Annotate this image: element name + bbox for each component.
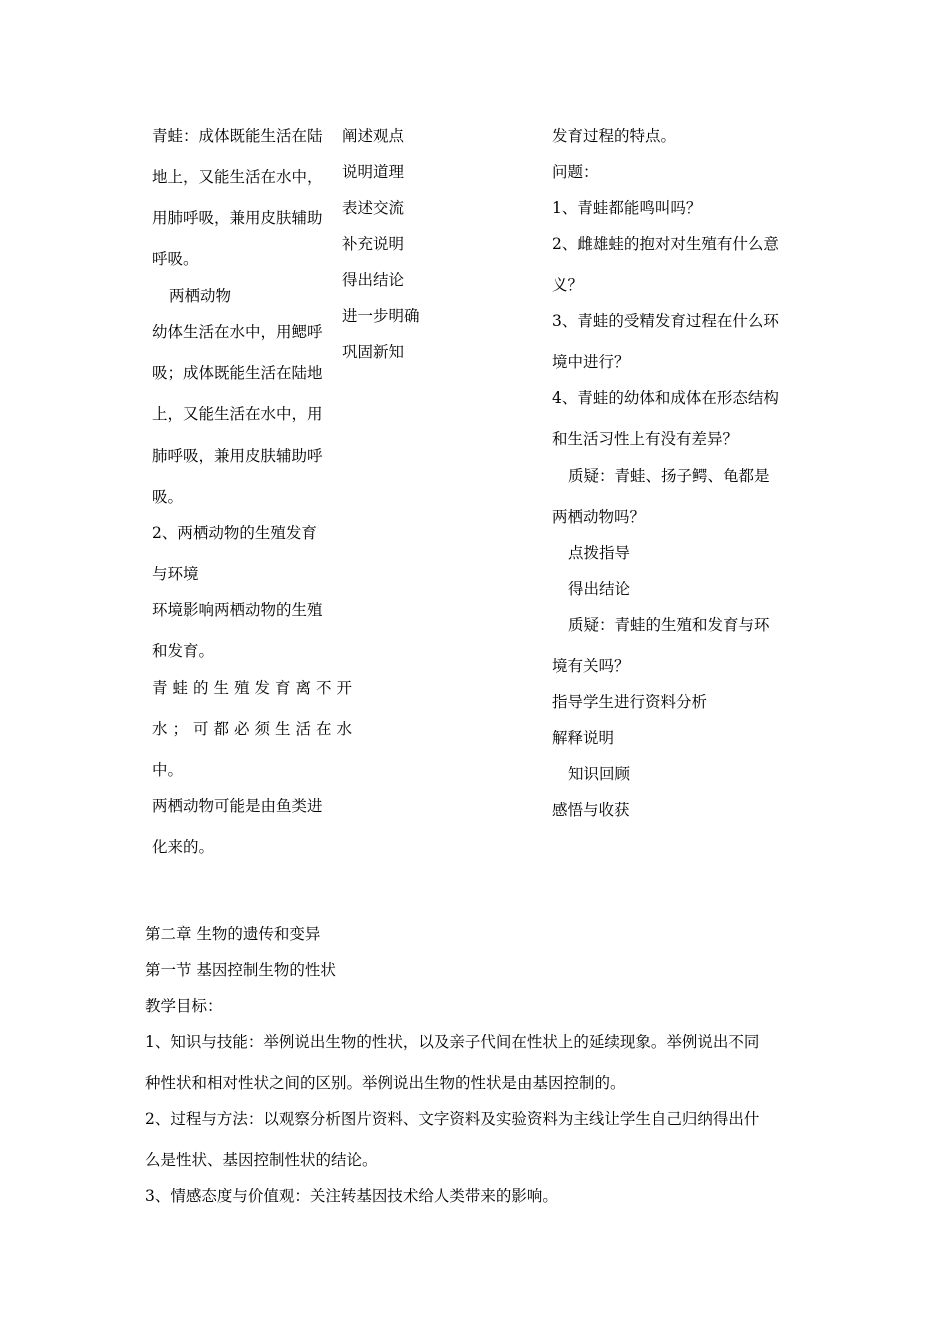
left-line: 两栖动物可能是由鱼类进: [152, 797, 323, 815]
left-line: 与环境: [152, 565, 199, 583]
right-line: 质疑：青蛙的生殖和发育与环: [568, 616, 770, 634]
right-line: 问题：: [552, 163, 599, 181]
left-line: 用肺呼吸，兼用皮肤辅助: [152, 209, 323, 227]
chapter-title: 第二章 生物的遗传和变异: [145, 925, 321, 943]
right-line: 得出结论: [568, 580, 631, 598]
goals-heading: 教学目标：: [145, 997, 223, 1015]
left-line: 水；可都必须生活在水: [152, 720, 358, 738]
activity-line: 巩固新知: [342, 343, 405, 361]
right-line: 指导学生进行资料分析: [552, 693, 708, 711]
right-line: 4、青蛙的幼体和成体在形态结构: [552, 389, 779, 407]
right-line: 1、青蛙都能鸣叫吗？: [552, 199, 702, 217]
left-line: 吸。: [152, 488, 184, 506]
left-line: 化来的。: [152, 838, 215, 856]
left-line: 上，又能生活在水中，用: [152, 405, 323, 423]
left-line: 幼体生活在水中，用鳃呼: [152, 323, 323, 341]
activity-line: 得出结论: [342, 271, 405, 289]
goal-line: 2、过程与方法：以观察分析图片资料、文字资料及实验资料为主线让学生自己归纳得出什: [145, 1110, 760, 1128]
right-line: 3、青蛙的受精发育过程在什么环: [552, 312, 779, 330]
left-line: 吸；成体既能生活在陆地: [152, 364, 323, 382]
goal-line: 种性状和相对性状之间的区别。举例说出生物的性状是由基因控制的。: [145, 1074, 626, 1092]
goal-line: 3、情感态度与价值观：关注转基因技术给人类带来的影响。: [145, 1187, 558, 1205]
goal-line: 1、知识与技能：举例说出生物的性状，以及亲子代间在性状上的延续现象。举例说出不同: [145, 1033, 760, 1051]
right-line: 点拨指导: [568, 544, 631, 562]
right-line: 两栖动物吗？: [552, 508, 646, 526]
activity-line: 说明道理: [342, 163, 405, 181]
left-line: 和发育。: [152, 642, 215, 660]
right-line: 境有关吗？: [552, 657, 630, 675]
activity-line: 进一步明确: [342, 307, 420, 325]
section-title: 第一节 基因控制生物的性状: [145, 961, 336, 979]
left-line: 肺呼吸，兼用皮肤辅助呼: [152, 447, 323, 465]
right-line: 质疑：青蛙、扬子鳄、龟都是: [568, 467, 770, 485]
activity-line: 表述交流: [342, 199, 405, 217]
right-line: 和生活习性上有没有差异？: [552, 430, 739, 448]
left-line: 两栖动物: [169, 287, 232, 305]
right-line: 2、雌雄蛙的抱对对生殖有什么意: [552, 235, 779, 253]
activity-line: 阐述观点: [342, 127, 405, 145]
goal-line: 么是性状、基因控制性状的结论。: [145, 1151, 378, 1169]
right-line: 感悟与收获: [552, 801, 630, 819]
right-line: 知识回顾: [568, 765, 631, 783]
right-line: 解释说明: [552, 729, 615, 747]
left-line: 环境影响两栖动物的生殖: [152, 601, 323, 619]
right-line: 义？: [552, 276, 584, 294]
left-line: 中。: [152, 761, 184, 779]
left-line: 地上，又能生活在水中，: [152, 168, 323, 186]
left-line: 呼吸。: [152, 250, 199, 268]
right-line: 境中进行？: [552, 353, 630, 371]
left-line: 2、两栖动物的生殖发育: [152, 524, 317, 542]
left-line: 青蛙的生殖发育离不开: [152, 679, 358, 697]
activity-line: 补充说明: [342, 235, 405, 253]
right-line: 发育过程的特点。: [552, 127, 677, 145]
left-line: 青蛙：成体既能生活在陆: [152, 127, 323, 145]
